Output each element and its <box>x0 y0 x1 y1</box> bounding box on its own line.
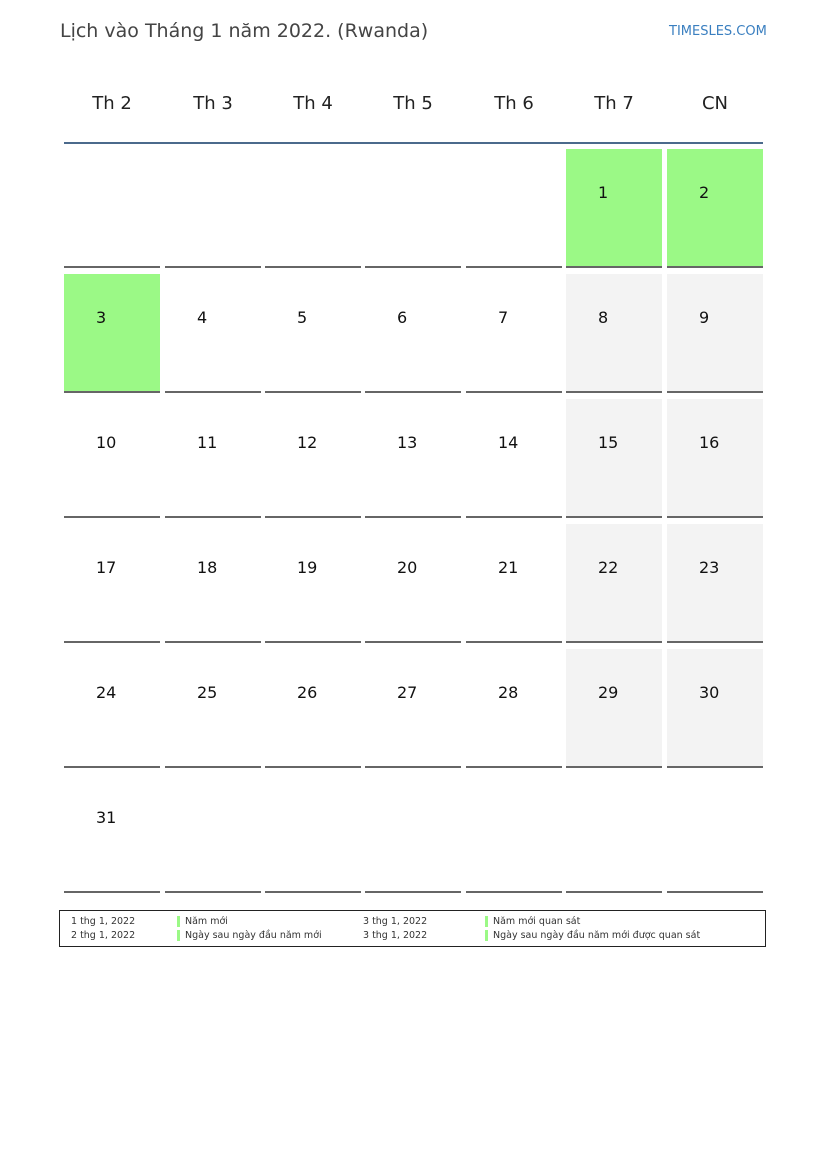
header-divider <box>64 142 763 144</box>
calendar-day-cell <box>265 274 361 393</box>
day-number: 18 <box>197 558 218 577</box>
calendar-empty-cell <box>265 149 361 268</box>
day-number: 11 <box>197 433 218 452</box>
calendar-day-cell <box>667 524 763 643</box>
calendar-empty-cell <box>667 774 763 893</box>
day-number: 24 <box>96 683 117 702</box>
calendar-empty-cell <box>165 774 261 893</box>
day-number: 26 <box>297 683 318 702</box>
legend-holiday-name: Ngày sau ngày đầu năm mới được quan sát <box>493 930 701 941</box>
day-number: 9 <box>699 308 710 327</box>
day-number: 4 <box>197 308 208 327</box>
legend-color-marker <box>177 930 180 941</box>
calendar-empty-cell <box>365 149 461 268</box>
calendar-day-cell <box>566 399 662 518</box>
day-number: 13 <box>397 433 418 452</box>
calendar-day-cell <box>566 649 662 768</box>
calendar-day-cell <box>64 274 160 393</box>
day-number: 23 <box>699 558 720 577</box>
calendar-day-cell <box>165 274 261 393</box>
calendar-day-cell <box>667 149 763 268</box>
holiday-legend <box>59 910 766 947</box>
weekday-sat: Th 7 <box>594 93 634 114</box>
calendar-empty-cell <box>566 774 662 893</box>
day-number: 28 <box>498 683 519 702</box>
legend-date: 3 thg 1, 2022 <box>363 930 428 941</box>
weekday-header <box>64 82 763 142</box>
calendar-day-cell <box>566 524 662 643</box>
calendar-empty-cell <box>466 774 562 893</box>
day-number: 6 <box>397 308 408 327</box>
day-number: 25 <box>197 683 218 702</box>
calendar-empty-cell <box>365 774 461 893</box>
calendar-day-cell <box>466 649 562 768</box>
legend-color-marker <box>485 930 488 941</box>
day-number: 1 <box>598 183 609 202</box>
weekday-mon: Th 2 <box>92 93 132 114</box>
day-number: 17 <box>96 558 117 577</box>
calendar-day-cell <box>667 274 763 393</box>
day-number: 22 <box>598 558 619 577</box>
legend-holiday-name: Năm mới <box>185 916 228 927</box>
calendar-day-cell <box>667 399 763 518</box>
calendar-day-cell <box>64 524 160 643</box>
legend-color-marker <box>485 916 488 927</box>
calendar-day-cell <box>466 524 562 643</box>
brand-link[interactable]: TIMESLES.COM <box>669 24 767 39</box>
day-number: 15 <box>598 433 619 452</box>
legend-holiday-name: Ngày sau ngày đầu năm mới <box>185 930 322 941</box>
calendar-day-cell <box>165 524 261 643</box>
calendar-day-cell <box>667 649 763 768</box>
legend-holiday-name: Năm mới quan sát <box>493 916 581 927</box>
calendar-day-cell <box>365 399 461 518</box>
day-number: 5 <box>297 308 308 327</box>
calendar-day-cell <box>365 524 461 643</box>
page-title: Lịch vào Tháng 1 năm 2022. (Rwanda) <box>60 20 429 42</box>
weekday-sun: CN <box>701 93 729 114</box>
calendar-day-cell <box>64 649 160 768</box>
day-number: 21 <box>498 558 519 577</box>
calendar-day-cell <box>466 399 562 518</box>
calendar-empty-cell <box>265 774 361 893</box>
day-number: 10 <box>96 433 117 452</box>
calendar-day-cell <box>466 274 562 393</box>
day-number: 29 <box>598 683 619 702</box>
day-number: 7 <box>498 308 509 327</box>
day-number: 12 <box>297 433 318 452</box>
calendar-day-cell <box>566 274 662 393</box>
day-number: 30 <box>699 683 720 702</box>
calendar-empty-cell <box>64 149 160 268</box>
weekday-thu: Th 5 <box>393 93 433 114</box>
calendar-empty-cell <box>466 149 562 268</box>
calendar-day-cell <box>165 649 261 768</box>
calendar-day-cell <box>365 649 461 768</box>
calendar-day-cell <box>64 399 160 518</box>
calendar-day-cell <box>566 149 662 268</box>
calendar-day-cell <box>265 649 361 768</box>
weekday-wed: Th 4 <box>293 93 333 114</box>
legend-date: 2 thg 1, 2022 <box>71 930 136 941</box>
calendar-empty-cell <box>165 149 261 268</box>
calendar-day-cell <box>265 524 361 643</box>
day-number: 8 <box>598 308 609 327</box>
calendar-day-cell <box>64 774 160 893</box>
legend-date: 3 thg 1, 2022 <box>363 916 428 927</box>
day-number: 31 <box>96 808 117 827</box>
day-number: 20 <box>397 558 418 577</box>
day-number: 14 <box>498 433 519 452</box>
day-number: 19 <box>297 558 318 577</box>
legend-date: 1 thg 1, 2022 <box>71 916 136 927</box>
day-number: 16 <box>699 433 720 452</box>
day-number: 2 <box>699 183 710 202</box>
day-number: 27 <box>397 683 418 702</box>
calendar-day-cell <box>365 274 461 393</box>
day-number: 3 <box>96 308 107 327</box>
weekday-tue: Th 3 <box>193 93 233 114</box>
calendar-day-cell <box>265 399 361 518</box>
calendar-day-cell <box>165 399 261 518</box>
legend-color-marker <box>177 916 180 927</box>
weekday-fri: Th 6 <box>494 93 534 114</box>
